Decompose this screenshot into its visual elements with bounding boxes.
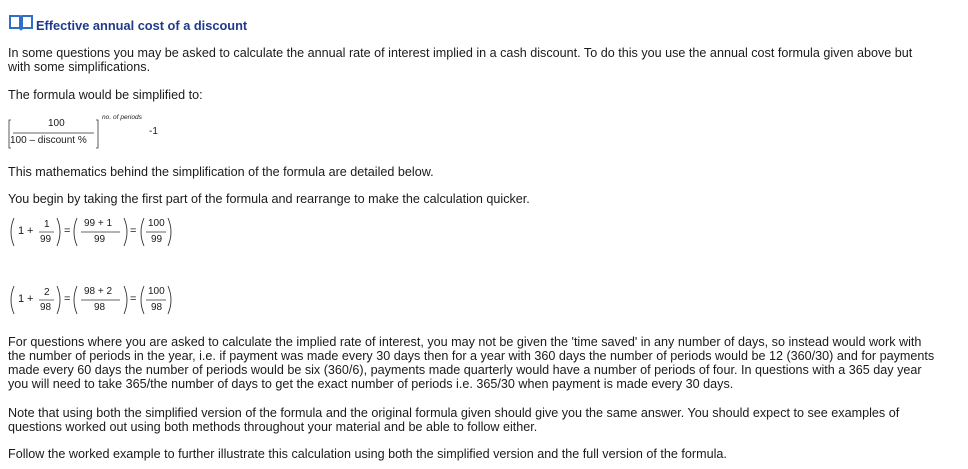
book-icon — [8, 12, 34, 32]
eq1-frac1-num: 1 — [44, 219, 50, 230]
intro-paragraph: In some questions you may be asked to calculate the annual rate of interest implied in a cash discount. To do this you use the annual cost formula given above but with some simplifications. — [8, 46, 913, 74]
simplified-intro: The formula would be simplified to: — [8, 88, 203, 102]
formula-denominator: 100 – discount % — [10, 135, 87, 146]
formula-exponent: no. of periods — [102, 114, 142, 121]
eq2-plus: + — [27, 293, 34, 305]
eq2-frac3-den: 98 — [151, 302, 163, 313]
eq1-frac2-num: 99 + 1 — [84, 218, 113, 229]
eq2-equals-2: = — [130, 293, 137, 305]
simplified-formula — [8, 116, 168, 152]
equation-2 — [8, 282, 208, 318]
eq1-frac2-den: 99 — [94, 234, 106, 245]
worked-example-paragraph: Follow the worked example to further illustrate this calculation using both the simplified version and the full version of the formula. — [8, 447, 727, 461]
eq1-frac3-den: 99 — [151, 234, 163, 245]
eq1-frac3-num: 100 — [148, 218, 165, 229]
formula-numerator: 100 — [48, 118, 65, 129]
periods-paragraph: For questions where you are asked to calculate the implied rate of interest, you may not be given the 'time saved' in any number of days, so instead would work with the number of periods in the year, i.e. if payment was made every 30 days then for a year with 360 days the number of periods would be 12 (360/30) and for payments made every 60 days the number of periods would be six (360/6), payments made quarterly would have a number of periods of four. In questions with a 365 day year you will need to take 365/the number of days to get the exact number of periods i.e. 365/30 when payment is made every 30 days. — [8, 335, 935, 391]
eq1-plus: + — [27, 225, 34, 237]
eq1-frac1-den: 99 — [40, 234, 52, 245]
mathematics-paragraph: This mathematics behind the simplification of the formula are detailed below. — [8, 165, 434, 179]
eq2-equals-1: = — [64, 293, 71, 305]
eq2-frac3-num: 100 — [148, 286, 165, 297]
eq2-frac1-den: 98 — [40, 302, 52, 313]
equation-1 — [8, 214, 208, 250]
note-paragraph: Note that using both the simplified version of the formula and the original formula given should give you the same answer. You should expect to see examples of questions worked out using both methods throughout your material and be able to follow either. — [8, 406, 900, 434]
rearrange-paragraph: You begin by taking the first part of the formula and rearrange to make the calculation quicker. — [8, 192, 530, 206]
formula-minus-one: -1 — [149, 126, 158, 137]
eq1-equals-2: = — [130, 225, 137, 237]
section-title: Effective annual cost of a discount — [36, 17, 248, 33]
section-header — [8, 12, 247, 32]
eq2-frac1-num: 2 — [44, 287, 50, 298]
eq2-frac2-num: 98 + 2 — [84, 286, 113, 297]
eq2-one: 1 — [18, 293, 25, 305]
eq1-one: 1 — [18, 225, 25, 237]
eq1-equals-1: = — [64, 225, 71, 237]
eq2-frac2-den: 98 — [94, 302, 106, 313]
